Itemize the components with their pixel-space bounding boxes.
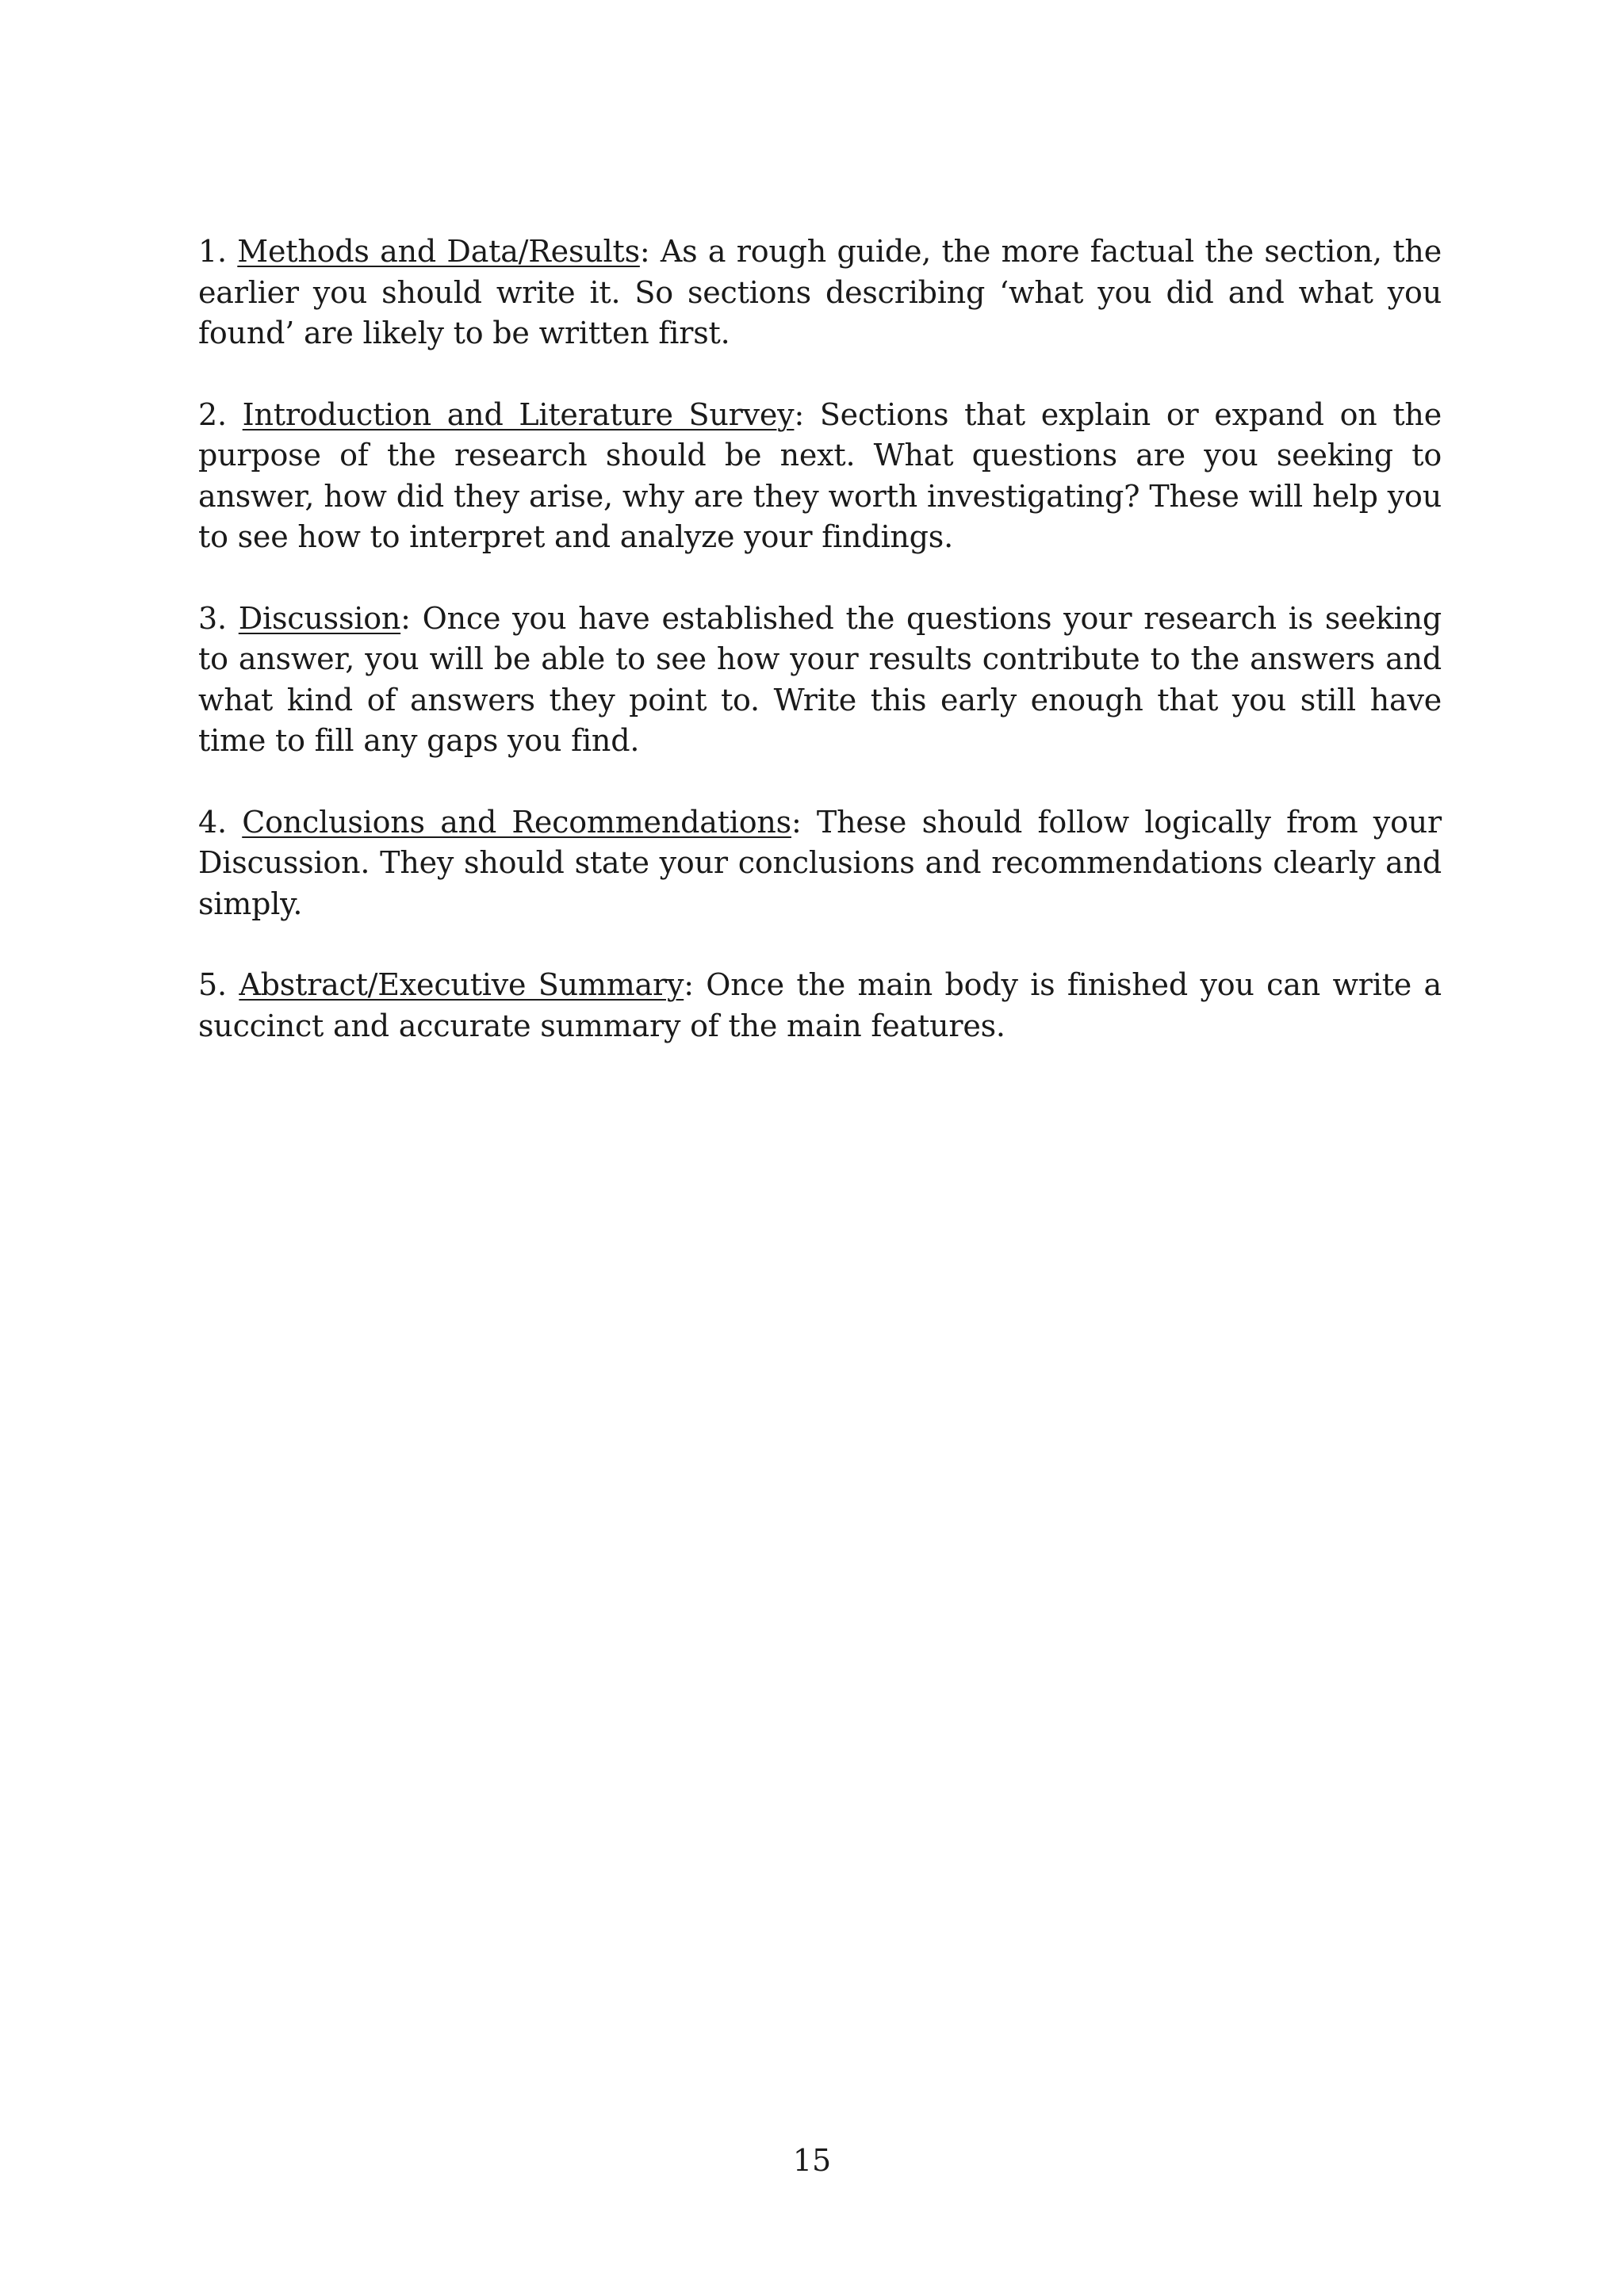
item-number: 5.	[198, 967, 227, 1002]
page-number: 15	[792, 2143, 832, 2178]
item-heading: Conclusions and Recommendations	[242, 804, 791, 840]
list-item-introduction	[198, 395, 1442, 558]
item-body: : As a rough guide, the more factual the section, the earlier you should write it. So sections describing ‘what you did and what you found’ are likely to be written first.	[198, 234, 1442, 350]
item-number: 1.	[198, 234, 227, 269]
list-item-methods	[198, 232, 1442, 354]
item-heading: Methods and Data/Results	[237, 234, 640, 269]
item-number: 2.	[198, 396, 227, 432]
item-body: : Once you have established the questions your research is seeking to answer, you will be able to see how your results contribute to the answers and what kind of answers they point to. Write this early enough that you still have time to fill any gaps you find.	[198, 600, 1442, 758]
item-heading: Introduction and Literature Survey	[242, 396, 795, 432]
list-item-abstract	[198, 965, 1442, 1047]
list-item-conclusions	[198, 802, 1442, 925]
item-number: 4.	[198, 804, 227, 840]
item-heading: Discussion	[238, 600, 401, 636]
item-body: : These should follow logically from your Discussion. They should state your conclusions and recommendations clearly and simply.	[198, 804, 1442, 921]
item-heading: Abstract/Executive Summary	[239, 967, 684, 1002]
list-item-discussion	[198, 599, 1442, 762]
page-content	[198, 232, 1442, 1087]
item-body: : Once the main body is finished you can write a succinct and accurate summary of the main features.	[198, 967, 1442, 1043]
item-body: : Sections that explain or expand on the purpose of the research should be next. What questions are you seeking to answer, how did they arise, why are they worth investigating? These will help you to see how to interpret and analyze your findings.	[198, 396, 1442, 554]
item-number: 3.	[198, 600, 227, 636]
